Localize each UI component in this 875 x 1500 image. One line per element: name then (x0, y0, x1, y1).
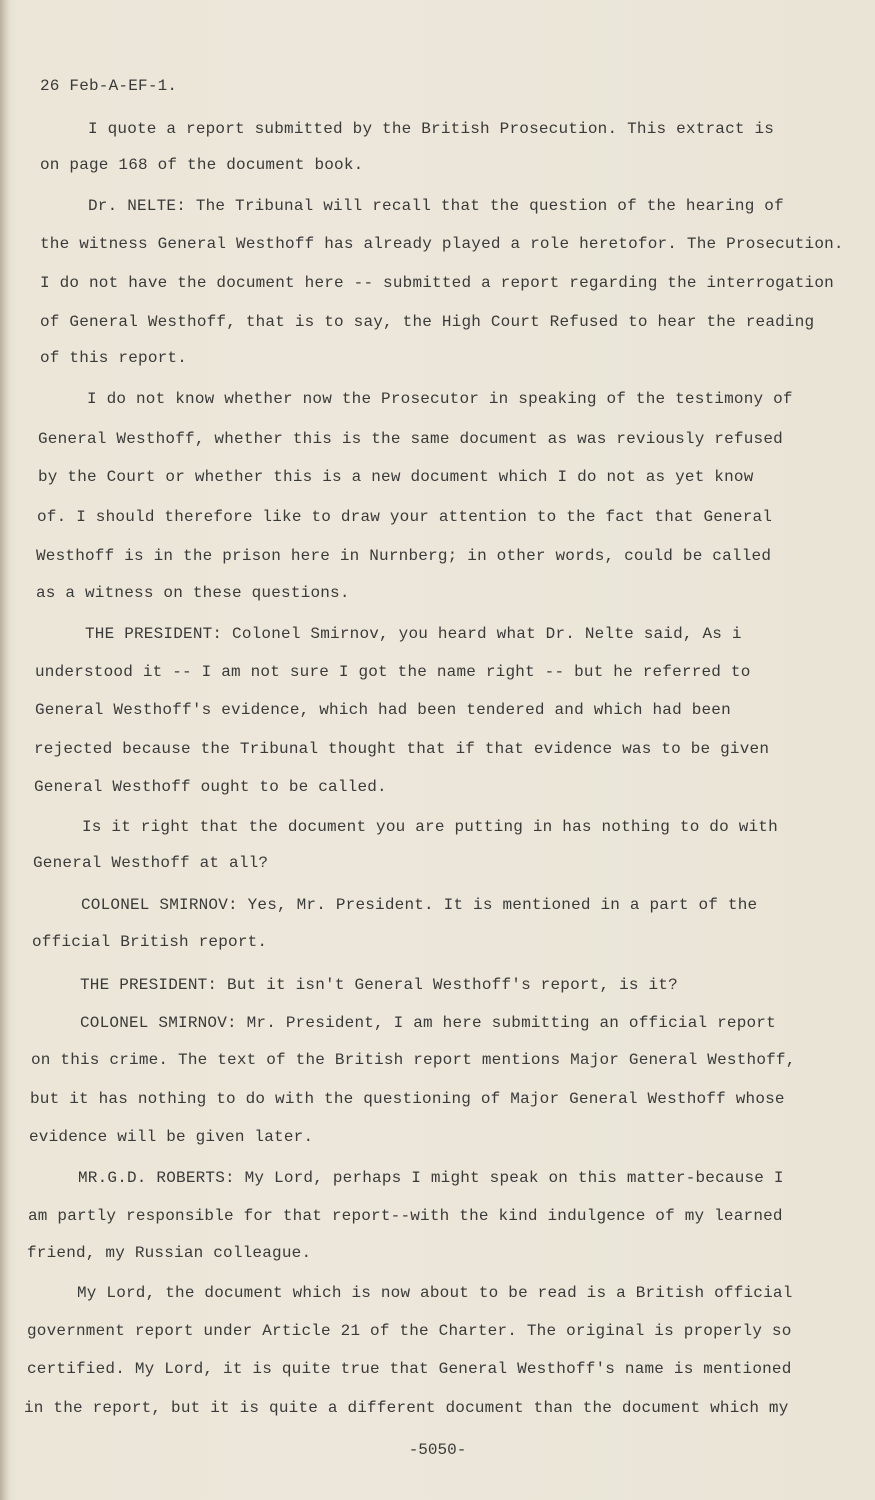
text-line: on page 168 of the document book. (40, 156, 364, 174)
text-line: COLONEL SMIRNOV: Yes, Mr. President. It is mentioned in a part of the (81, 896, 758, 914)
text-line: General Westhoff ought to be called. (34, 778, 387, 796)
text-line: on this crime. The text of the British report mentions Major General Westhoff, (31, 1051, 796, 1069)
text-line: I do not know whether now the Prosecutor in speaking of the testimony of (87, 390, 793, 408)
text-line: in the report, but it is quite a different document than the document which my (24, 1399, 789, 1417)
text-line: I quote a report submitted by the British Prosecution. This extract is (88, 120, 775, 138)
text-line: General Westhoff's evidence, which had been tendered and which had been (35, 701, 731, 719)
text-line: of. I should therefore like to draw your attention to the fact that General (37, 508, 773, 526)
document-reference: 26 Feb-A-EF-1. (40, 77, 178, 95)
text-line: I do not have the document here -- submitted a report regarding the interrogation (40, 274, 834, 292)
text-line: COLONEL SMIRNOV: Mr. President, I am here submitting an official report (80, 1014, 776, 1032)
text-line: General Westhoff, whether this is the same document as was reviously refused (38, 430, 783, 448)
text-line: certified. My Lord, it is quite true that General Westhoff's name is mentioned (27, 1360, 792, 1378)
text-line: THE PRESIDENT: But it isn't General Westhoff's report, is it? (80, 976, 678, 994)
text-line: rejected because the Tribunal thought that if that evidence was to be given (34, 740, 770, 758)
text-line: by the Court or whether this is a new document which I do not as yet know (38, 468, 754, 486)
text-line: THE PRESIDENT: Colonel Smirnov, you heard what Dr. Nelte said, As i (85, 625, 742, 643)
text-line: General Westhoff at all? (33, 854, 269, 872)
text-line: the witness General Westhoff has already played a role heretofor. The Prosecution. (40, 235, 844, 253)
text-line: as a witness on these questions. (36, 584, 350, 602)
page-number: -5050- (408, 1441, 467, 1459)
text-line: of General Westhoff, that is to say, the High Court Refused to hear the reading (40, 313, 815, 331)
text-line: MR.G.D. ROBERTS: My Lord, perhaps I might speak on this matter-because I (78, 1169, 784, 1187)
text-line: My Lord, the document which is now about to be read is a British official (77, 1284, 793, 1302)
text-line: Dr. NELTE: The Tribunal will recall that the question of the hearing of (88, 197, 784, 215)
text-line: am partly responsible for that report--with the kind indulgence of my learned (28, 1207, 783, 1225)
text-line: evidence will be given later. (29, 1128, 314, 1146)
text-line: but it has nothing to do with the questioning of Major General Westhoff whose (30, 1090, 785, 1108)
text-line: understood it -- I am not sure I got the name right -- but he referred to (35, 663, 751, 681)
text-line: government report under Article 21 of the Charter. The original is properly so (27, 1322, 792, 1340)
text-line: Is it right that the document you are putting in has nothing to do with (82, 818, 778, 836)
text-line: of this report. (40, 349, 188, 367)
text-line: official British report. (32, 933, 268, 951)
text-line: Westhoff is in the prison here in Nurnberg; in other words, could be called (36, 547, 772, 565)
text-line: friend, my Russian colleague. (27, 1244, 312, 1262)
